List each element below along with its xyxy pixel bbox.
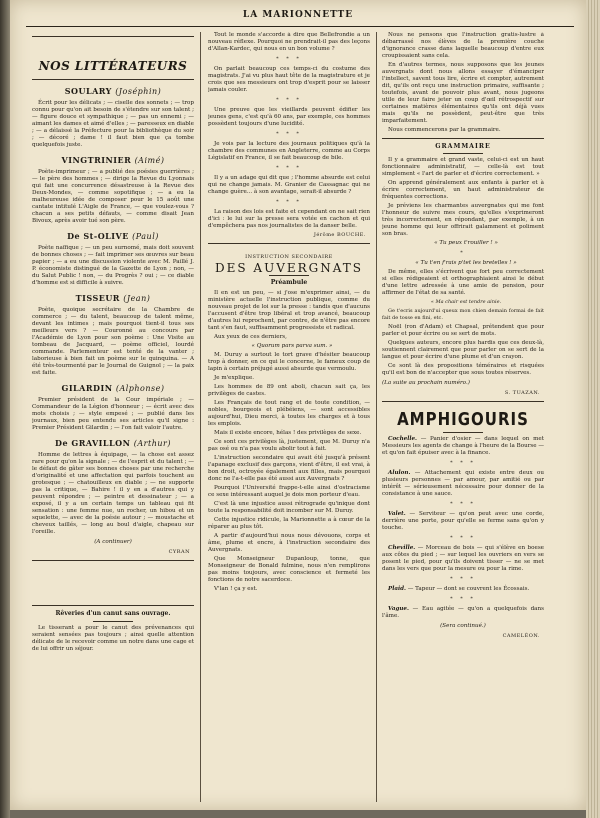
column-rule xyxy=(376,32,377,802)
entry-text: Poète naïfique ; — un peu surnomé, mais doit souvent de bonnes choses ; — fait imprimer ses œuvres sur beau papier ; — a eu une discussion violente avec M. Paillé J. P. économiste distingué de la Gazette de Lyon ; non, — du Salut Public ! non, — du Progrès ? oui ; — ce diable d'homme est si difficile à suivre. xyxy=(32,245,194,286)
star-separator: * * * xyxy=(450,535,476,541)
paragraph: On parlait beaucoup ces temps-ci du costume des magistrats. J'ai vu plus haut tête de la magistrature et je crois que ses messieurs ont trop d'esprit pour se laisser jamais couler. xyxy=(208,66,370,93)
definition-item: Cheville. — Morceau de bois — qui s'élève en boese aux côtes du pied ; — sur lequel les ouvriers en vers se posent le pied, pour qu'ils doivent tisser — ne se met dans les vers que pour la mesure ou pour la rime. xyxy=(382,545,544,572)
entry-name: De St-OLIVE (Paul) xyxy=(67,231,159,241)
short-rule xyxy=(269,275,309,276)
short-rule xyxy=(443,432,483,433)
entry xyxy=(32,86,194,149)
entry-text: Premier président de la Cour impériale ; — Commandeur de la Légion d'honneur ; — écrit avec des mots choisis ; — style empesé ; — publié dans les journaux, bien peu entendu ses articles qu'il signe : Premier Président Gilardin ; — l'on fait valoir l'autre. xyxy=(32,397,194,431)
paragraph: Aux yeux de ces derniers, xyxy=(214,334,287,340)
entry xyxy=(32,155,194,225)
section-title: NOS LITTÉRATEURS xyxy=(38,59,188,73)
definition-item: Vague. — Eau agitée — qu'on a quelquefois dans l'âme. xyxy=(382,606,544,619)
definition-term: Vague. xyxy=(388,606,409,612)
paragraph: A partir d'aujourd'hui nous nous dévouons, corps et âme, plume et encre, à l'instruction secondaire des Auvergnats. xyxy=(208,533,370,553)
paragraph: Les hommes de 89 ont aboli, chacun sait ça, les privilèges de castes. xyxy=(208,384,370,397)
blank-space xyxy=(32,565,194,577)
entry-text: Poète-imprimeur ; — a publié des poésies guerrières ; — le père des hommes ; — dirige la Revue du Lyonnais qui fait une concurrence désastreuse à la Revue des Deux-Mondes, — comme sopotifique ; — a eu la malheureuse idée de composer pour le 15 août une cantate intitulé L'Aigle de France, — que voulez-vous ? chacun a ses petits défauts, — comme disait Jean Bivoux, après avoir tué son père. xyxy=(32,169,194,224)
paragraph: Nous ne pensons que l'instruction gratis-lustre à débarrassé nos élèves de la première couche d'ignorance crasse dans laquelle beaucoup d'entre eux croupissaient sans cela. xyxy=(382,32,544,59)
definition-text: Serviteur — qu'on peut avec une corde, derrière une porte, pour qu'elle se ferme sans qu'on y touche. xyxy=(382,511,544,531)
page-edges xyxy=(586,0,600,818)
paragraph: De même, elles s'écrivent que fort peu correctement si elles rédigeaient et orthographiaient ainsi le début d'une lettre adressée à une amie de pension, pour affirmer de l'état de sa santé. xyxy=(382,269,544,296)
paragraph: Une preuve que les vieillards peuvent édifier les jeunes gens, c'est qu'à 60 ans, par exemple, ces hommes possèdent toujours d'une lucidité. xyxy=(208,107,370,127)
star-separator: * * * xyxy=(450,460,476,466)
continued-note: (La suite au prochain numéro.) xyxy=(382,380,470,386)
paragraph: On apprend généralement aux enfants à parler et à écrire correctement, un haut administrateur de fréquentes corrections. xyxy=(382,180,544,200)
rule xyxy=(382,401,544,402)
star-separator: * * * xyxy=(450,596,476,602)
entry xyxy=(32,383,194,432)
paragraph: C'est là une injustice aussi rétrograde qu'inique dont toute la responsabilité doit incomber sur M. Duruy. xyxy=(208,501,370,514)
paragraph: Nous commencerons par la grammaire. xyxy=(388,127,501,133)
definition-term: Valet. xyxy=(388,511,406,517)
signature: CAMELÉON. xyxy=(502,633,540,639)
definition-term: Alulon. xyxy=(388,470,411,476)
quote: Ge t'ecris aujourd'ui queux mon chien demain formai de fait fait de tosse en fini, etc. xyxy=(382,308,544,321)
rule xyxy=(382,138,544,139)
masthead xyxy=(10,10,586,22)
entry xyxy=(32,231,194,287)
paragraph: Je préviens les charmantes auvergnates qui me font l'honneur de suivre mes cours, qu'elles s'exprimeront très incorrectement, en répondant, par exemple, à un jeune homme qui leur offrirait galamment et poliment son bras. xyxy=(382,203,544,237)
definition-term: Cheville. xyxy=(388,545,416,551)
paragraph: En d'autres termes, nous supposons que les jeunes auvergnats dont nous allons essayer d'émanciper l'intellect, savent tous lire, écrire et compter, autrement dit, qu'ils ont reçu une instruction primaire, suffisante ; toutefois, avant de pouvoir plus avant, nous jugeons utile de leur faire jeter un coup d'œil rétrospectif sur certaines matières élémentaires qu'ils ont déjà vues mais qu'ils ne possèdent, peut-être que très imparfaitement. xyxy=(382,62,544,124)
quote: « Tu t'en f'rais p'tet les bretelles ! » xyxy=(415,260,517,266)
entry-name: SOULARY (Joséphin) xyxy=(64,86,162,96)
paragraph: Quelques auteurs, encore plus hardis que ces deux-là, soutiennent clairement que pour parler on se sert de la langue et pour écrire d'une plume et d'un crayon. xyxy=(382,340,544,360)
star-separator: * xyxy=(460,250,466,256)
article-text: Le tisserant a pour le canut des prévenances qui seraient sensées pas toujours ; ainsi quelle attention délicate de le recevoir comme un notre dans une cage et de lui offrir un séjour. xyxy=(32,625,194,652)
definition-text: Eau agitée — qu'on a quelquefois dans l'âme. xyxy=(382,606,544,619)
entry-text: Homme de lettres à équipage, — la chose est assez rare pour qu'on la signale ; — de l'esprit et du talent ; — le défaut de gâter ses bonnes choses par une recherche d'originalité et une affectation qui parfois touchent au grotesque ; — chatouilleux en diable ; — ne supporte pas la critique, — Bahire ! il y en a d'autres qui y peuvent répondre ; — peintre et dessinateur ; — a exposé, il y a un certain temps un tableau qui fit sensation : une femme nue, un rocher, un hibou et un squelette, — avec de la poésie autour ; — moustache et cheveux taillés, — long au boul d'aigle, chapeau sur l'oreille. xyxy=(32,452,194,535)
rule xyxy=(32,605,194,606)
section-title: GRAMMAIRE xyxy=(435,143,491,150)
definition-item: Plaid. — Tapeur — dont se couvrent les Écossais. xyxy=(388,586,530,592)
quote: « Quorum pars parva sum. » xyxy=(251,343,333,349)
definition-text: Morceau de bois — qui s'élève en boese aux côtes du pied ; — sur lequel les ouvriers en vers se posent le pied, pour qu'ils doivent tisser — ne se met dans les vers que pour la mesure ou pour la rime. xyxy=(382,545,544,572)
entry-name: TISSEUR (Jean) xyxy=(75,293,151,303)
amphigouris-title: AMPHIGOURIS xyxy=(397,408,529,430)
definition-item: Alulon. — Attachement qui existe entre deux ou plusieurs personnes — par amour, par amitié ou par intérêt — sérieusement nécessaire pour donner de la consistance à une sauce. xyxy=(382,470,544,497)
star-separator: * * * xyxy=(276,97,302,103)
continued-note: (A continuer) xyxy=(94,539,132,545)
definition-text: Attachement qui existe entre deux ou plusieurs personnes — par amour, par amitié ou par intérêt — sérieusement nécessaire pour donner de la consistance à une sauce. xyxy=(382,470,544,497)
blank-space xyxy=(32,577,194,589)
paragraph: Je vois par la lecture des journaux politiques qu'à la chambre des communes en Angleterre, comme au Corps Législatif en France, il se fait beaucoup de bile. xyxy=(208,141,370,161)
signature: S. TUAZAN. xyxy=(504,390,540,396)
column-3 xyxy=(382,32,544,802)
entry-name: GILARDIN (Alphonse) xyxy=(61,383,165,393)
continued-note: (Sera continué.) xyxy=(440,623,486,629)
masthead-title: LA MARIONNETTE xyxy=(242,10,354,20)
entry-name: VINGTRINIER (Aimé) xyxy=(61,155,165,165)
paragraph: Pourquoi l'Université frappe-t-elle ainsi d'ostracisme ce sexe intéressant auquel je dois mon porteur d'eau. xyxy=(208,485,370,498)
star-separator: * * * xyxy=(450,576,476,582)
signature: CYRAN xyxy=(168,549,190,555)
article-title: DES AUVERGNATS xyxy=(215,261,363,275)
paragraph: Tout le monde s'accorde à dire que Bellefrondie a un nouveau réflexe. Pourquoi ne prendrait-il pas des leçons d'Allan-Kardec, qui nous en un bon volume ? xyxy=(208,32,370,52)
definition-text: Panier d'osier — dans lequel on met Messieurs les agents de change à l'heure de la Bourse — et qu'on fait épuiser avec à la finance. xyxy=(382,436,544,456)
entry xyxy=(32,293,194,377)
paragraph: Il y a grammaire et grand vaste, celui-ci est un haut fonctionnaire administratif, — celle-là est tout simplement « l'art de parler et d'écrire correctement. » xyxy=(382,157,544,177)
paragraph: Il en est un peu, — si j'ose m'exprimer ainsi, — du ministère actuelle l'instruction publique, comme du nouveau projet de loi sur la presse : tandis que d'aucuns l'accusent d'être trop libéral et trop avancé, beaucoup d'autres lui reprochent, par contre, de n'être pas encore tant s'en faut, suffisamment progressiste et radical. xyxy=(208,290,370,331)
definition-term: Cochelle. xyxy=(388,436,417,442)
paragraph: Ce sont ces privilèges là, justement, que M. Duruy n'a pas osé ou n'a pas voulu abolir tout à fait. xyxy=(208,439,370,452)
star-separator: * * * xyxy=(276,199,302,205)
entry xyxy=(32,438,194,536)
rule xyxy=(208,243,370,244)
star-separator: * * * xyxy=(450,501,476,507)
rule xyxy=(32,79,194,80)
definition-item: Cochelle. — Panier d'osier — dans lequel on met Messieurs les agents de change à l'heure de la Bourse — et qu'on fait épuiser avec à la finance. xyxy=(382,436,544,456)
entry-text: Poète, quoique secrétaire de la Chambre de commerce ; — du talent, beaucoup de talent même, devant les intimes ; mais pourquoi tient-il tous ses meilleurs vers ? — Couronné au concours par l'Académie de Lyon pour son poème : Une Visite au tombeau de Jacquard, — poème officiel, lourdé commande. Parlementeur est tenté de la vanter ; laborieuse à bien fait un poème sur le quinquina. — A été très-tourmenté par le Journal de Guignol ; — la paix est faite. xyxy=(32,307,194,376)
paragraph: Je m'explique. xyxy=(214,375,255,381)
rule xyxy=(32,36,194,37)
entry-text: Écrit pour les délicats ; — ciselle des sonnets ; — trop connu pour qu'on ait besoin de s'étendre sur son talent ; — figure douce et sympathique ; — pas un ennemi ; — aimant les dames et aimé d'elles ; — paresseux en diable ; — a délaissé la Préfecture pour la bibliothèque du soir ; — décoré ; dame ! il faut bien que ça tombe quelquefois juste. xyxy=(32,100,194,148)
star-separator: * * * xyxy=(276,165,302,171)
paragraph: Il y a un adage qui dit que ; l'homme absurde est celui qui ne change jamais. M. Granier de Cassagnac qui ne change guère... à son avantage, serait-il absurde ? xyxy=(208,175,370,195)
blank-space xyxy=(32,589,194,601)
paragraph: Noël (ron d'Adam) et Chapsal, prétendent que pour parler et pour écrire ou se sert de mots. xyxy=(382,324,544,337)
paragraph: La raison des lois est faite et cependant on ne sait rien d'ici : le lui sur la presse sera votée en cachon et qui d'empêchera pas nos journalistes de la danser belle. xyxy=(208,209,370,229)
top-rule xyxy=(26,26,574,27)
paragraph: V'lan ! ça y est. xyxy=(214,586,258,592)
paragraph: Que Monseigneur Dupanloup, tonne, que Monseigneur de Bonald fulmine, nous n'en remplirons pas moins toujours, avec conscience et fermeté les fonctions de notre sacerdoce. xyxy=(208,556,370,583)
star-separator: * * * xyxy=(276,56,302,62)
section-label: INSTRUCTION SECONDAIRE xyxy=(245,254,333,260)
preamble-title: Préambule xyxy=(270,279,308,286)
paragraph: Mais il existe encore, hélas ! des privilèges de sexe. xyxy=(214,430,362,436)
definition-text: Tapeur — dont se couvrent les Écossais. xyxy=(415,586,530,592)
short-rule xyxy=(93,621,133,622)
article-title: Rêveries d'un canut sans ouvrage. xyxy=(55,610,171,617)
definition-term: Plaid. xyxy=(388,586,406,592)
newspaper-page xyxy=(10,0,586,810)
column-rule xyxy=(200,32,201,802)
paragraph: M. Duruy a surtout le tort grave d'hésiter beaucoup trop à donner, en ce qui le concerne, le fameux coup de lapin à certain préjugé aussi absurde que vermoulu. xyxy=(208,352,370,372)
book-binding xyxy=(0,0,10,818)
paragraph: Cette injustice ridicule, la Marionnette a à cœur de la réparer au plus tôt. xyxy=(208,517,370,530)
paragraph: Les Français de tout rang et de toute condition, — nobles, bourgeois et plébéiens, — sont accessibles aujourd'hui, Dieu merci, à toutes les charges et à tous les emplois. xyxy=(208,400,370,427)
paragraph: Ce sont là des propositions téméraires et risquées qu'il est bon de n'accepter que sous toutes réserves. xyxy=(382,363,544,376)
definition-item: Valet. — Serviteur — qu'on peut avec une corde, derrière une porte, pour qu'elle se ferme sans qu'on y touche. xyxy=(382,511,544,531)
signature: Jérôme BOUCHE. xyxy=(313,232,366,238)
short-rule xyxy=(443,153,483,154)
rule xyxy=(32,560,194,561)
column-2 xyxy=(208,32,370,802)
quote: « Ma chair est tendre ainie. xyxy=(430,299,502,305)
column-1 xyxy=(32,32,194,802)
star-separator: * * * xyxy=(276,131,302,137)
paragraph: L'instruction secondaire qui avait été jusqu'à présent l'apanage exclusif des garçons, vient d'être, il est vrai, à bon droit, octroyée également aux filles, mais pourquoi donc ne l'a-t-elle pas été aussi aux Auvergnats ? xyxy=(208,455,370,482)
entry-name: De GRAVILLON (Arthur) xyxy=(55,438,171,448)
quote: « Tu peux t'rouiller ! » xyxy=(434,240,498,246)
